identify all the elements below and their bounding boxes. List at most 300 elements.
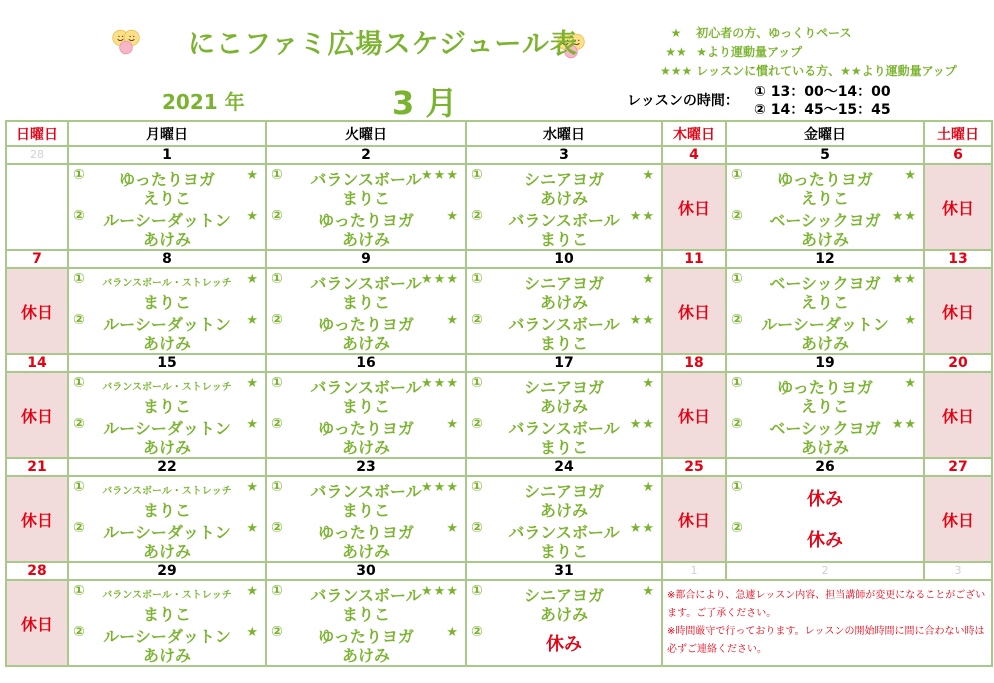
lesson-cell bbox=[267, 269, 465, 353]
date-cell: 1 bbox=[662, 562, 726, 580]
slot-number: ② bbox=[471, 312, 483, 328]
lesson-slot bbox=[267, 269, 465, 311]
level-stars: ★★★ bbox=[421, 376, 459, 391]
lesson-slot bbox=[467, 581, 661, 623]
date-cell: 12 bbox=[726, 250, 924, 268]
day-cell bbox=[68, 164, 266, 250]
class-name: バランスボール bbox=[310, 482, 422, 501]
level-stars: ★ bbox=[246, 272, 259, 287]
class-name: ゆったりヨガ bbox=[777, 378, 873, 397]
level-stars: ★★ bbox=[891, 209, 917, 224]
level-stars: ★ bbox=[642, 376, 655, 391]
legend-stars: ★★★ bbox=[660, 64, 693, 78]
legend-stars: ★★ bbox=[665, 45, 687, 59]
level-stars: ★ bbox=[446, 521, 459, 536]
lesson-cell bbox=[69, 269, 265, 353]
class-name: ゆったりヨガ bbox=[318, 211, 414, 230]
holiday-cell: 休日 bbox=[662, 476, 726, 562]
date-cell: 17 bbox=[466, 354, 662, 372]
level-stars: ★ bbox=[642, 168, 655, 183]
holiday-cell: 休日 bbox=[924, 372, 992, 458]
off-label: 休み bbox=[807, 530, 843, 551]
level-stars: ★★ bbox=[629, 313, 655, 328]
holiday-cell: 休日 bbox=[662, 372, 726, 458]
instructor-name: まりこ bbox=[539, 438, 588, 457]
date-cell: 27 bbox=[924, 458, 992, 476]
instructor-name: あけみ bbox=[539, 293, 588, 312]
instructor-name: あけみ bbox=[341, 230, 390, 249]
schedule-row bbox=[6, 372, 992, 458]
date-cell: 1 bbox=[68, 146, 266, 164]
weekday-wednesday: 水曜日 bbox=[466, 121, 662, 146]
lesson-slot bbox=[69, 518, 265, 560]
class-name: バランスボール bbox=[508, 211, 620, 230]
class-name: バランスボール bbox=[310, 378, 422, 397]
instructor-name: えりこ bbox=[800, 293, 849, 312]
slot-number: ① bbox=[73, 271, 85, 287]
level-stars: ★ bbox=[904, 313, 917, 328]
slot-number: ① bbox=[731, 167, 743, 183]
weekday-header-row bbox=[6, 121, 992, 146]
class-name: ベーシックヨガ bbox=[769, 211, 881, 230]
slot-number: ① bbox=[471, 167, 483, 183]
level-stars: ★ bbox=[246, 168, 259, 183]
date-cell: 24 bbox=[466, 458, 662, 476]
lesson-cell bbox=[69, 581, 265, 665]
date-cell: 22 bbox=[68, 458, 266, 476]
holiday-cell: 休日 bbox=[6, 476, 68, 562]
lesson-slot bbox=[69, 477, 265, 519]
day-cell bbox=[726, 372, 924, 458]
slot-number: ② bbox=[471, 520, 483, 536]
class-name: ゆったりヨガ bbox=[318, 419, 414, 438]
slot-number: ② bbox=[471, 416, 483, 432]
lesson-cell bbox=[467, 165, 661, 249]
level-stars: ★★★ bbox=[421, 272, 459, 287]
date-cell: 15 bbox=[68, 354, 266, 372]
lesson-slot bbox=[69, 206, 265, 248]
legend-level-2 bbox=[660, 43, 802, 60]
legend-level-1 bbox=[660, 24, 851, 41]
notice-cell bbox=[662, 580, 992, 666]
slot-number: ① bbox=[73, 479, 85, 495]
level-stars: ★ bbox=[246, 625, 259, 640]
class-name: ベーシックヨガ bbox=[769, 274, 881, 293]
slot-number: ① bbox=[471, 375, 483, 391]
slot-number: ① bbox=[731, 375, 743, 391]
date-cell: 14 bbox=[6, 354, 68, 372]
legend-level-3 bbox=[660, 62, 957, 79]
instructor-name: あけみ bbox=[341, 542, 390, 561]
instructor-name: あけみ bbox=[142, 230, 191, 249]
level-stars: ★★ bbox=[629, 417, 655, 432]
level-stars: ★★ bbox=[891, 272, 917, 287]
day-cell bbox=[266, 164, 466, 250]
lesson-slot bbox=[267, 622, 465, 664]
instructor-name: まりこ bbox=[539, 230, 588, 249]
day-cell bbox=[68, 476, 266, 562]
level-stars: ★ bbox=[246, 480, 259, 495]
slot-number: ① bbox=[731, 271, 743, 287]
class-name: ゆったりヨガ bbox=[119, 170, 215, 189]
slot-number: ② bbox=[271, 208, 283, 224]
level-stars: ★★ bbox=[629, 209, 655, 224]
lesson-slot bbox=[467, 165, 661, 207]
slot-number: ① bbox=[271, 479, 283, 495]
lesson-slot bbox=[727, 373, 923, 415]
slot-number: ② bbox=[73, 208, 85, 224]
class-name: バランスボール・ストレッチ bbox=[102, 590, 232, 601]
lesson-cell bbox=[267, 373, 465, 457]
lesson-cell bbox=[267, 581, 465, 665]
lesson-slot bbox=[267, 518, 465, 560]
lesson-slot bbox=[267, 310, 465, 352]
legend-text: レッスンに慣れている方、★★より運動量アップ bbox=[696, 64, 957, 78]
day-cell bbox=[466, 268, 662, 354]
lesson-slot bbox=[727, 206, 923, 248]
slot-number: ② bbox=[271, 416, 283, 432]
class-name: バランスボール bbox=[310, 586, 422, 605]
class-name: バランスボール・ストレッチ bbox=[102, 382, 232, 393]
day-cell bbox=[726, 476, 924, 562]
class-name: シニアヨガ bbox=[523, 482, 604, 501]
class-name: バランスボール・ストレッチ bbox=[102, 486, 232, 497]
weekday-tuesday: 火曜日 bbox=[266, 121, 466, 146]
weekday-saturday: 土曜日 bbox=[924, 121, 992, 146]
class-name: バランスボール bbox=[310, 170, 422, 189]
slot-number: ② bbox=[73, 416, 85, 432]
slot-number: ① bbox=[271, 167, 283, 183]
day-cell bbox=[726, 268, 924, 354]
lesson-slot bbox=[467, 373, 661, 415]
level-stars: ★ bbox=[446, 417, 459, 432]
instructor-name: あけみ bbox=[142, 334, 191, 353]
class-name: シニアヨガ bbox=[523, 378, 604, 397]
lesson-cell bbox=[69, 477, 265, 561]
date-row bbox=[6, 458, 992, 476]
day-cell bbox=[466, 580, 662, 666]
class-name: バランスボール・ストレッチ bbox=[102, 278, 232, 289]
class-name: ゆったりヨガ bbox=[318, 315, 414, 334]
instructor-name: あけみ bbox=[539, 397, 588, 416]
instructor-name: あけみ bbox=[341, 438, 390, 457]
lesson-slot bbox=[69, 269, 265, 311]
level-stars: ★ bbox=[904, 168, 917, 183]
lesson-slot bbox=[69, 165, 265, 207]
lesson-slot bbox=[467, 622, 661, 664]
instructor-name: あけみ bbox=[142, 542, 191, 561]
holiday-cell: 休日 bbox=[6, 580, 68, 666]
weekday-sunday: 日曜日 bbox=[6, 121, 68, 146]
lesson-slot bbox=[267, 477, 465, 519]
day-cell bbox=[266, 372, 466, 458]
class-name: バランスボール bbox=[310, 274, 422, 293]
legend-text: 初心者の方、ゆっくりペース bbox=[696, 26, 852, 40]
slot-number: ② bbox=[731, 520, 743, 536]
instructor-name: あけみ bbox=[142, 646, 191, 665]
weekday-monday: 月曜日 bbox=[68, 121, 266, 146]
day-cell bbox=[466, 476, 662, 562]
slot-number: ② bbox=[731, 312, 743, 328]
level-stars: ★ bbox=[642, 480, 655, 495]
instructor-name: あけみ bbox=[539, 605, 588, 624]
instructor-name: まりこ bbox=[341, 189, 390, 208]
date-cell: 7 bbox=[6, 250, 68, 268]
lesson-slot bbox=[267, 206, 465, 248]
instructor-name: まりこ bbox=[341, 605, 390, 624]
lesson-slot bbox=[69, 310, 265, 352]
month-label: 3 月 bbox=[392, 84, 458, 122]
year-label: 2021 年 bbox=[162, 90, 245, 114]
day-cell bbox=[466, 372, 662, 458]
holiday-cell: 休日 bbox=[924, 164, 992, 250]
instructor-name: あけみ bbox=[539, 189, 588, 208]
date-cell: 3 bbox=[924, 562, 992, 580]
lesson-slot bbox=[727, 477, 923, 519]
date-cell: 18 bbox=[662, 354, 726, 372]
lesson-time-2: ② 14：45～15：45 bbox=[754, 102, 891, 118]
level-stars: ★ bbox=[246, 417, 259, 432]
class-name: ゆったりヨガ bbox=[777, 170, 873, 189]
schedule-row bbox=[6, 164, 992, 250]
class-name: ルーシーダットン bbox=[103, 419, 231, 438]
class-name: ベーシックヨガ bbox=[769, 419, 881, 438]
slot-number: ② bbox=[271, 520, 283, 536]
date-cell: 23 bbox=[266, 458, 466, 476]
lesson-cell bbox=[69, 373, 265, 457]
day-cell bbox=[68, 268, 266, 354]
instructor-name: あけみ bbox=[539, 501, 588, 520]
weekday-friday: 金曜日 bbox=[726, 121, 924, 146]
lesson-slot bbox=[267, 373, 465, 415]
instructor-name: あけみ bbox=[800, 230, 849, 249]
schedule-calendar bbox=[5, 120, 993, 667]
class-name: シニアヨガ bbox=[523, 170, 604, 189]
date-cell: 31 bbox=[466, 562, 662, 580]
date-cell: 20 bbox=[924, 354, 992, 372]
off-label: 休み bbox=[546, 634, 582, 655]
lesson-slot bbox=[467, 518, 661, 560]
instructor-name: まりこ bbox=[341, 293, 390, 312]
schedule-row bbox=[6, 476, 992, 562]
date-cell: 28 bbox=[6, 146, 68, 164]
level-stars: ★ bbox=[642, 272, 655, 287]
instructor-name: まりこ bbox=[142, 293, 191, 312]
lesson-slot bbox=[69, 373, 265, 415]
date-cell: 9 bbox=[266, 250, 466, 268]
class-name: ゆったりヨガ bbox=[318, 627, 414, 646]
day-cell bbox=[726, 164, 924, 250]
slot-number: ② bbox=[731, 208, 743, 224]
class-name: ルーシーダットン bbox=[103, 211, 231, 230]
level-stars: ★★ bbox=[891, 417, 917, 432]
lesson-cell bbox=[467, 581, 661, 665]
class-name: ゆったりヨガ bbox=[318, 523, 414, 542]
class-name: バランスボール bbox=[508, 523, 620, 542]
lesson-time-1: ① 13：00～14：00 bbox=[754, 84, 891, 100]
off-label: 休み bbox=[807, 489, 843, 510]
instructor-name: あけみ bbox=[142, 438, 191, 457]
instructor-name: えりこ bbox=[142, 189, 191, 208]
holiday-cell: 休日 bbox=[924, 268, 992, 354]
level-stars: ★ bbox=[446, 625, 459, 640]
instructor-name: まりこ bbox=[539, 542, 588, 561]
instructor-name: あけみ bbox=[341, 334, 390, 353]
day-cell bbox=[466, 164, 662, 250]
holiday-cell: 休日 bbox=[662, 164, 726, 250]
date-cell: 4 bbox=[662, 146, 726, 164]
date-row bbox=[6, 562, 992, 580]
page-title: にこファミ広場スケジュール表 bbox=[188, 29, 578, 60]
instructor-name: えりこ bbox=[800, 397, 849, 416]
lesson-slot bbox=[267, 581, 465, 623]
lesson-slot bbox=[727, 518, 923, 560]
lesson-slot bbox=[267, 165, 465, 207]
level-stars: ★★ bbox=[629, 521, 655, 536]
class-name: シニアヨガ bbox=[523, 586, 604, 605]
lesson-cell bbox=[267, 477, 465, 561]
class-name: シニアヨガ bbox=[523, 274, 604, 293]
slot-number: ① bbox=[471, 479, 483, 495]
lesson-slot bbox=[467, 477, 661, 519]
date-cell: 30 bbox=[266, 562, 466, 580]
holiday-cell: 休日 bbox=[924, 476, 992, 562]
date-cell: 26 bbox=[726, 458, 924, 476]
smiley-hearts-logo-left bbox=[110, 28, 142, 60]
lesson-slot bbox=[727, 414, 923, 456]
instructor-name: まりこ bbox=[341, 397, 390, 416]
date-cell: 28 bbox=[6, 562, 68, 580]
legend-text: ★より運動量アップ bbox=[696, 45, 803, 59]
slot-number: ① bbox=[471, 271, 483, 287]
instructor-name: まりこ bbox=[142, 397, 191, 416]
lesson-cell bbox=[727, 373, 923, 457]
level-stars: ★ bbox=[446, 209, 459, 224]
notice-text bbox=[663, 581, 991, 665]
class-name: バランスボール bbox=[508, 419, 620, 438]
slot-number: ② bbox=[271, 624, 283, 640]
slot-number: ② bbox=[731, 416, 743, 432]
instructor-name: あけみ bbox=[800, 438, 849, 457]
level-stars: ★★★ bbox=[421, 480, 459, 495]
date-row bbox=[6, 146, 992, 164]
level-stars: ★ bbox=[642, 584, 655, 599]
level-stars: ★ bbox=[446, 313, 459, 328]
day-cell bbox=[68, 580, 266, 666]
lesson-slot bbox=[727, 310, 923, 352]
instructor-name: まりこ bbox=[142, 501, 191, 520]
slot-number: ① bbox=[271, 375, 283, 391]
date-cell: 2 bbox=[266, 146, 466, 164]
date-cell: 13 bbox=[924, 250, 992, 268]
date-cell: 21 bbox=[6, 458, 68, 476]
slot-number: ② bbox=[471, 624, 483, 640]
date-cell: 5 bbox=[726, 146, 924, 164]
level-stars: ★ bbox=[246, 313, 259, 328]
lesson-slot bbox=[467, 206, 661, 248]
date-row bbox=[6, 250, 992, 268]
class-name: ルーシーダットン bbox=[761, 315, 889, 334]
slot-number: ① bbox=[471, 583, 483, 599]
date-cell: 19 bbox=[726, 354, 924, 372]
day-cell bbox=[266, 476, 466, 562]
notice-line: ※都合により、急遽レッスン内容、担当講師が変更になることがございます。ご了承ください。 bbox=[667, 590, 986, 619]
level-stars: ★ bbox=[904, 376, 917, 391]
date-cell: 25 bbox=[662, 458, 726, 476]
legend-stars: ★ bbox=[670, 26, 682, 40]
slot-number: ① bbox=[271, 271, 283, 287]
class-name: ルーシーダットン bbox=[103, 315, 231, 334]
instructor-name: えりこ bbox=[800, 189, 849, 208]
slot-number: ① bbox=[73, 375, 85, 391]
slot-number: ② bbox=[73, 312, 85, 328]
lesson-slot bbox=[467, 414, 661, 456]
day-cell bbox=[266, 268, 466, 354]
holiday-cell: 休日 bbox=[6, 372, 68, 458]
holiday-cell: 休日 bbox=[662, 268, 726, 354]
class-name: ルーシーダットン bbox=[103, 627, 231, 646]
slot-number: ① bbox=[73, 583, 85, 599]
schedule-row bbox=[6, 268, 992, 354]
lesson-cell bbox=[467, 269, 661, 353]
lesson-cell bbox=[727, 477, 923, 561]
lesson-cell bbox=[467, 373, 661, 457]
date-cell: 6 bbox=[924, 146, 992, 164]
lesson-cell bbox=[267, 165, 465, 249]
date-cell: 11 bbox=[662, 250, 726, 268]
lesson-cell bbox=[467, 477, 661, 561]
class-name: ルーシーダットン bbox=[103, 523, 231, 542]
date-cell: 3 bbox=[466, 146, 662, 164]
lesson-slot bbox=[727, 269, 923, 311]
lesson-time-label: レッスンの時間： bbox=[627, 93, 739, 109]
level-stars: ★ bbox=[246, 209, 259, 224]
slot-number: ① bbox=[731, 479, 743, 495]
lesson-cell bbox=[727, 269, 923, 353]
lesson-cell bbox=[69, 165, 265, 249]
level-stars: ★ bbox=[246, 521, 259, 536]
schedule-row bbox=[6, 580, 992, 666]
class-name: バランスボール bbox=[508, 315, 620, 334]
instructor-name: まりこ bbox=[142, 605, 191, 624]
empty-cell bbox=[6, 164, 68, 250]
date-cell: 8 bbox=[68, 250, 266, 268]
date-cell: 29 bbox=[68, 562, 266, 580]
level-stars: ★ bbox=[246, 376, 259, 391]
level-stars: ★★★ bbox=[421, 168, 459, 183]
lesson-slot bbox=[69, 622, 265, 664]
instructor-name: まりこ bbox=[341, 501, 390, 520]
slot-number: ② bbox=[73, 520, 85, 536]
lesson-slot bbox=[467, 269, 661, 311]
slot-number: ② bbox=[73, 624, 85, 640]
slot-number: ② bbox=[271, 312, 283, 328]
notice-line: ※時間厳守で行っております。レッスンの開始時間に間に合わない時は必ずご連絡ください。 bbox=[667, 626, 985, 655]
lesson-slot bbox=[727, 165, 923, 207]
date-cell: 16 bbox=[266, 354, 466, 372]
lesson-slot bbox=[69, 581, 265, 623]
holiday-cell: 休日 bbox=[6, 268, 68, 354]
level-stars: ★★★ bbox=[421, 584, 459, 599]
slot-number: ① bbox=[73, 167, 85, 183]
date-cell: 10 bbox=[466, 250, 662, 268]
lesson-slot bbox=[69, 414, 265, 456]
date-cell: 2 bbox=[726, 562, 924, 580]
instructor-name: あけみ bbox=[800, 334, 849, 353]
level-stars: ★ bbox=[246, 584, 259, 599]
weekday-thursday: 木曜日 bbox=[662, 121, 726, 146]
date-row bbox=[6, 354, 992, 372]
